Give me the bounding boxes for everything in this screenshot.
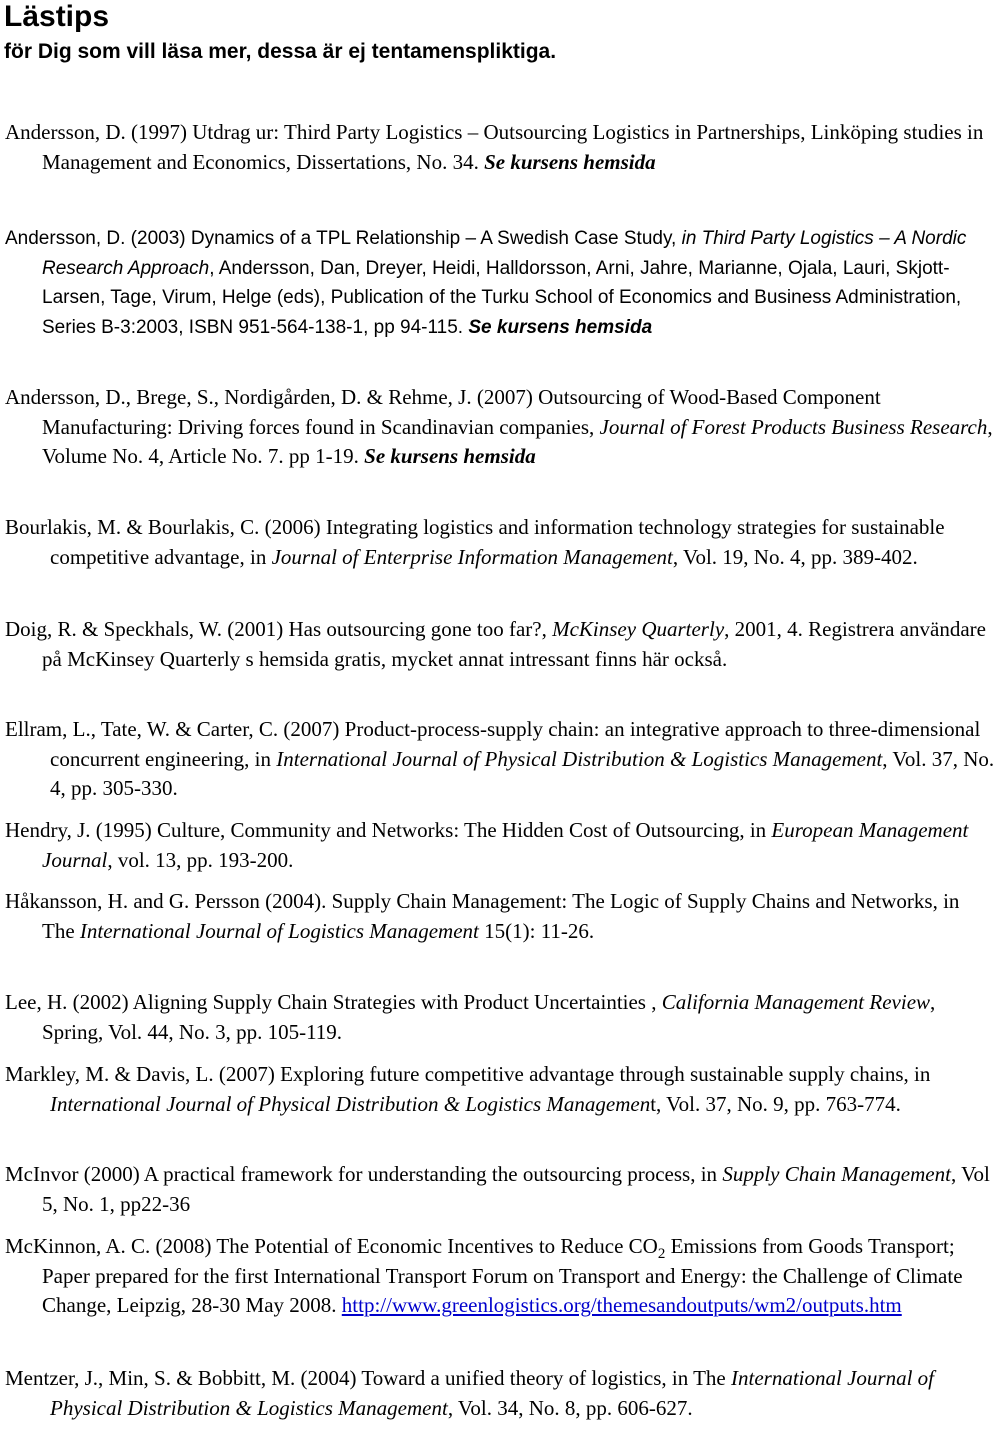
reference-hakansson-2004: Håkansson, H. and G. Persson (2004). Supply Chain Management: The Logic of Supply Chains and Networks, in The International Journal of Logistics Management 15(1): 11-26. (5, 889, 960, 943)
course-site-note: Se kursens hemsida (468, 316, 653, 338)
reference-mcinvor-2000: McInvor (2000) A practical framework for understanding the outsourcing process, in Supply Chain Management, Vol 5, No. 1, pp22-36 (5, 1162, 990, 1216)
reference-doig-2001: Doig, R. & Speckhals, W. (2001) Has outsourcing gone too far?, McKinsey Quarterly, 2001, 4. Registrera användare på McKinsey Quarterly s hemsida gratis, mycket annat intressant finns här också. (5, 617, 986, 671)
course-site-note: Se kursens hemsida (364, 444, 536, 468)
reference-bourlakis-2006: Bourlakis, M. & Bourlakis, C. (2006) Integrating logistics and information technology strategies for sustainable competitive advantage, in Journal of Enterprise Information Management, Vol. 19, No. 4, pp. 389-402. (5, 515, 945, 569)
reference-andersson-1997: Andersson, D. (1997) Utdrag ur: Third Party Logistics – Outsourcing Logistics in Partnerships, Linköping studies in Management and Economics, Dissertations, No. 34. Se kursens hemsida (5, 120, 984, 174)
reference-markley-2007: Markley, M. & Davis, L. (2007) Exploring future competitive advantage through sustainable supply chains, in International Journal of Physical Distribution & Logistics Management, Vol. 37, No. 9, pp. 763-774. (5, 1062, 931, 1116)
reference-andersson-2003: Andersson, D. (2003) Dynamics of a TPL Relationship – A Swedish Case Study, in Third Party Logistics – A Nordic Research Approach, Andersson, Dan, Dreyer, Heidi, Halldorsson, Arni, Jahre, Marianne, Ojala, Lauri, Skjott-Larsen, Tage, Virum, Helge (eds), Publication of the Turku School of Economics and Business Administration, Series B-3:2003, ISBN 951-564-138-1, pp 94-115. Se kursens hemsida (5, 228, 967, 338)
outputs-link[interactable]: http://www.greenlogistics.org/themesandoutputs/wm2/outputs.htm (341, 1293, 902, 1317)
reference-hendry-1995: Hendry, J. (1995) Culture, Community and Networks: The Hidden Cost of Outsourcing, in European Management Journal, vol. 13, pp. 193-200. (5, 818, 969, 872)
reference-mentzer-2004: Mentzer, J., Min, S. & Bobbitt, M. (2004) Toward a unified theory of logistics, in The International Journal of Physical Distribution & Logistics Management, Vol. 34, No. 8, pp. 606-627. (5, 1366, 934, 1420)
reference-mckinnon-2008: McKinnon, A. C. (2008) The Potential of Economic Incentives to Reduce $CO_2$ Emissions from Goods Transport; Paper prepared for the first International Transport Forum on Transport and Energy: the Challenge of Climate Change, Leipzig, 28-30 May 2008. http://www.greenlogistics.org/themesandoutputs/wm2/outputs.htm (5, 1234, 963, 1317)
page-title: Lästips (4, 0, 110, 33)
page-subtitle: för Dig som vill läsa mer, dessa är ej tentamenspliktiga. (4, 40, 557, 63)
reference-ellram-2007: Ellram, L., Tate, W. & Carter, C. (2007) Product-process-supply chain: an integrative approach to three-dimensional concurrent engineering, in International Journal of Physical Distribution & Logistics Management, Vol. 37, No. 4, pp. 305-330. (5, 717, 995, 800)
course-site-note: Se kursens hemsida (484, 149, 656, 174)
reference-andersson-2007: Andersson, D., Brege, S., Nordigården, D. & Rehme, J. (2007) Outsourcing of Wood-Based Component Manufacturing: Driving forces found in Scandinavian companies, Journal of Forest Products Business Research, Volume No. 4, Article No. 7. pp 1-19. Se kursens hemsida (5, 385, 993, 468)
reference-lee-2002: Lee, H. (2002) Aligning Supply Chain Strategies with Product Uncertainties , California Management Review, Spring, Vol. 44, No. 3, pp. 105-119. (5, 990, 936, 1044)
